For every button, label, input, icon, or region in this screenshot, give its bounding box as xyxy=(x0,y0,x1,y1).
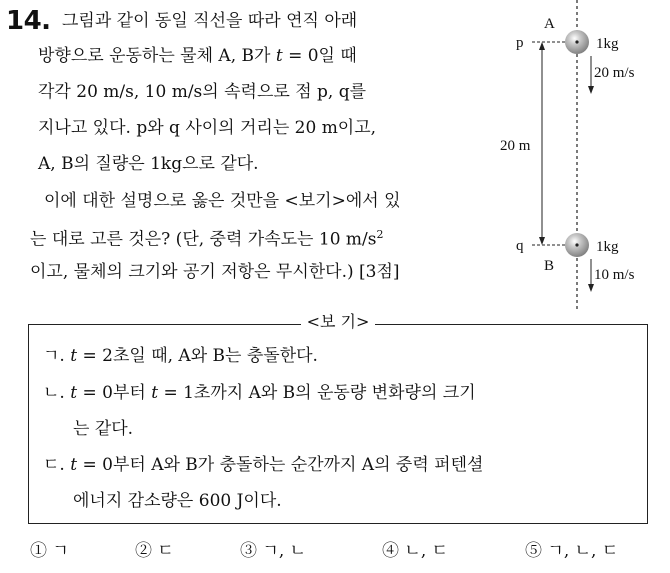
choice-2[interactable]: ② ㄷ xyxy=(135,541,174,561)
label-q: q xyxy=(516,238,524,254)
bogi-item-2-cont: 는 같다. xyxy=(73,419,134,439)
bogi-item-1: ㄱ. t = 2초일 때, A와 B는 충돌한다. xyxy=(43,346,318,366)
distance-arrow-bottom xyxy=(539,237,545,245)
question-line-5: A, B의 질량은 1kg으로 같다. xyxy=(38,154,259,174)
bogi-item-3: ㄷ. t = 0부터 A와 B가 충돌하는 순간까지 A의 중력 퍼텐셜 xyxy=(43,455,484,475)
bogi-title: <보 기> xyxy=(301,312,376,331)
bogi-item-2: ㄴ. t = 0부터 t = 1초까지 A와 B의 운동량 변화량의 크기 xyxy=(43,383,476,403)
choice-1[interactable]: ① ㄱ xyxy=(30,541,69,561)
mass-a: 1kg xyxy=(596,36,619,52)
question-line-1: 그림과 같이 동일 직선을 따라 연직 아래 xyxy=(62,11,358,31)
choice-3[interactable]: ③ ㄱ, ㄴ xyxy=(240,541,307,561)
distance-arrow-top xyxy=(539,42,545,50)
label-a: A xyxy=(544,16,555,32)
question-line-7: 는 대로 고른 것은? (단, 중력 가속도는 10 $m/s^2$ xyxy=(30,228,384,250)
speed-a: 20 m/s xyxy=(594,65,635,81)
exponent: 2 xyxy=(376,228,384,241)
question-line-3: 각각 20 m/s, 10 m/s의 속력으로 점 p, q를 xyxy=(38,82,367,102)
distance-label: 20 m xyxy=(500,138,531,154)
question-number: 14. xyxy=(6,6,51,36)
question-line-4: 지나고 있다. p와 q 사이의 거리는 20 m이고, xyxy=(38,118,377,138)
choice-4[interactable]: ④ ㄴ, ㄷ xyxy=(382,541,449,561)
choice-5[interactable]: ⑤ ㄱ, ㄴ, ㄷ xyxy=(525,541,619,561)
motion-figure xyxy=(492,0,670,310)
bogi-box xyxy=(28,312,648,524)
question-line-8: 이고, 물체의 크기와 공기 저항은 무시한다.) [3점] xyxy=(30,262,400,282)
question-line-2: 방향으로 운동하는 물체 A, B가 t = 0일 때 xyxy=(38,46,357,66)
mass-b: 1kg xyxy=(596,239,619,255)
label-b: B xyxy=(544,258,555,274)
answer-choices xyxy=(30,540,660,566)
label-p: p xyxy=(516,35,524,51)
speed-b: 10 m/s xyxy=(594,267,635,283)
bogi-item-3-cont: 에너지 감소량은 600 J이다. xyxy=(73,491,282,511)
question-line-6: 이에 대한 설명으로 옳은 것만을 <보기>에서 있 xyxy=(44,191,401,211)
